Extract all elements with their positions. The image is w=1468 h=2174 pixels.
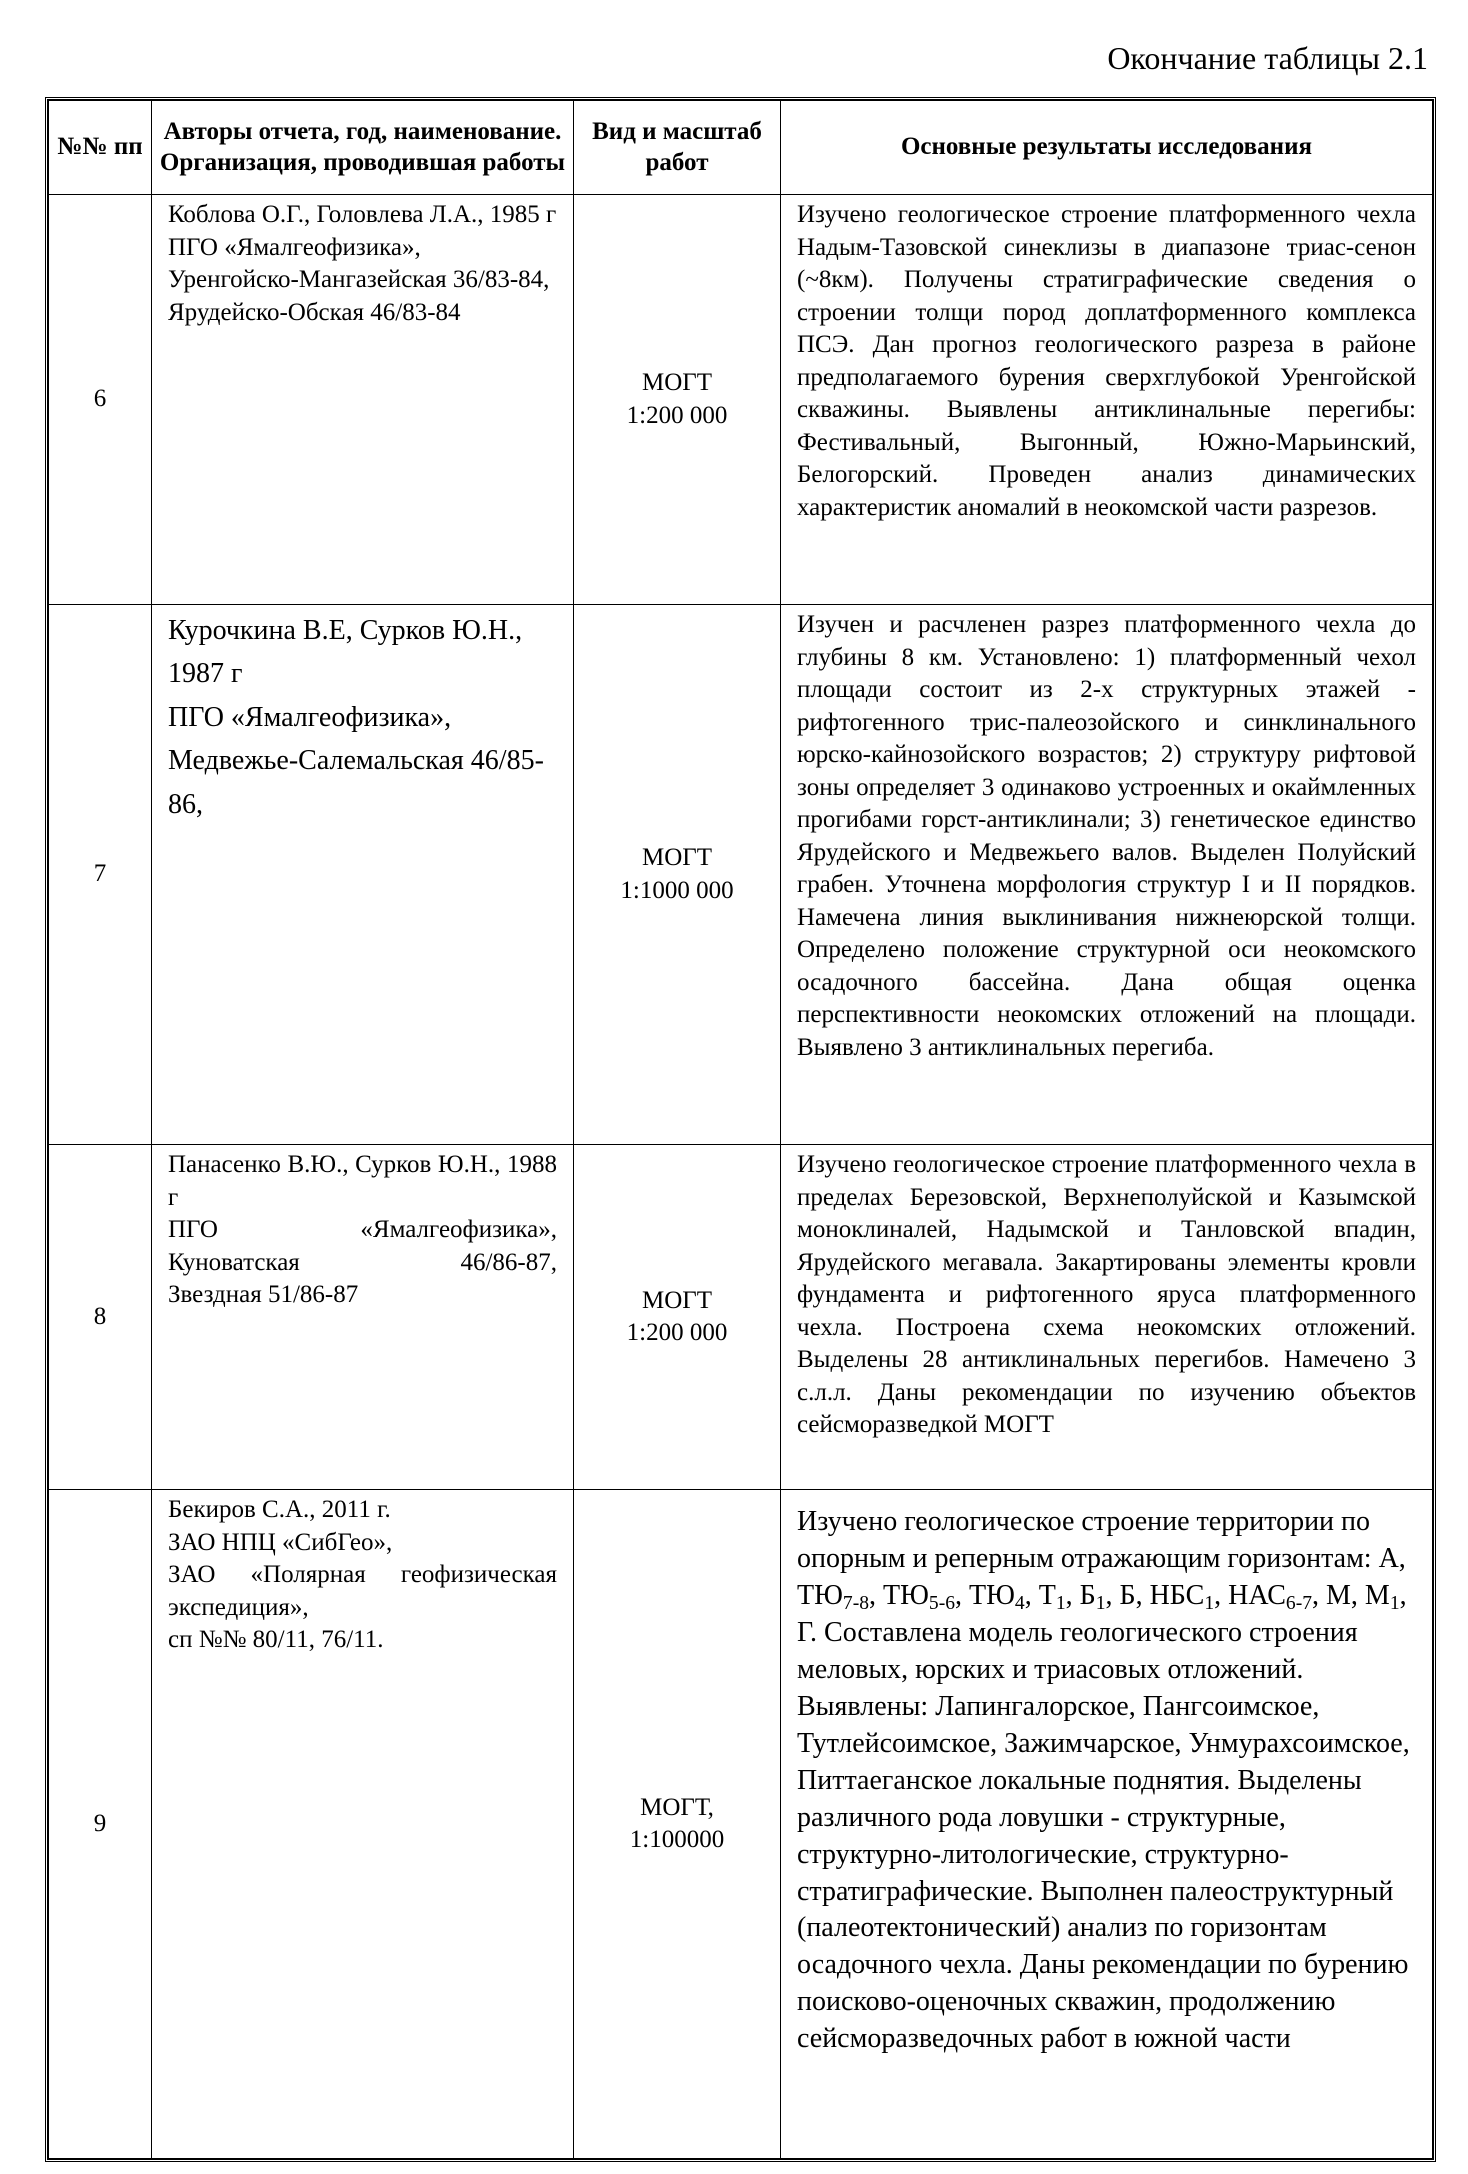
row-results: Изучен и расчленен разрез платформенного чехла до глубины 8 км. Установлено: 1) платформенный чехол площади состоит из 2-х структурных этажей - рифтогенного трис-палеозойского и синклинального юрско-кайнозойского возрастов; 2) структуру рифтовой зоны определяет 3 одинаково устроенных и окаймленных прогибами горст-антиклинали; 3) генетическое единство Ярудейского и Медвежьего валов. Выделен Полуйский грабен. Уточнена морфология структур I и II порядков. Намечена линия выклинивания нижнеюрской толщи. Определено положение структурной оси неокомского осадочного бассейна. Дана общая оценка перспективности неокомских отложений на площади. Выявлено 3 антиклинальных перегиба.: [781, 605, 1433, 1145]
subscript: 4: [1014, 1592, 1025, 1614]
header-num: №№ пп: [49, 101, 152, 195]
row-results: Изучено геологическое строение платформенного чехла Надым-Тазовской синеклизы в диапазоне триас-сенон (~8км). Получены стратиграфические сведения о строении толщи пород доплатформенного комплекса ПСЭ. Дан прогноз геологического разреза в районе предполагаемого бурения сверхглубокой Уренгойской скважины. Выявлены антиклинальные перегибы: Фестивальный, Выгонный, Южно-Марьинский, Белогорский. Проведен анализ динамических характеристик аномалий в неокомской части разрезов.: [781, 195, 1433, 605]
method-type: МОГТ: [641, 844, 712, 871]
table-row: [49, 1145, 1433, 1490]
result-text: , М, М: [1312, 1579, 1390, 1611]
result-text: , Г. Составлена модель геологического строения меловых, юрских и триасовых отложений. Выявлены: Лапингалорское, Пангсоимское, Тутлейсоимское, Зажимчарское, Унмурахсоимское, Питтаеганское локальные поднятия. Выделены различного рода ловушки - структурные, структурно-литологические, структурно-стратиграфические. Выполнен палеоструктурный (палеотектонический) анализ по горизонтам осадочного чехла. Даны рекомендации по бурению поисково-оценочных скважин, продолжению сейсморазведочных работ в южной части: [797, 1579, 1410, 2055]
author-line: ЗАО НПЦ «СибГео»,: [168, 1528, 393, 1556]
subscript: 6-7: [1285, 1592, 1313, 1614]
method-scale: 1:200 000: [626, 401, 728, 429]
row-number: 9: [49, 1490, 152, 2159]
row-number: 7: [49, 605, 152, 1145]
row-authors: [152, 1490, 574, 2159]
author-line: Медвежье-Салемальская 46/85-86,: [168, 745, 544, 820]
author-line: Уренгойско-Мангазейская 36/83-84,: [168, 266, 550, 293]
row-method: [574, 1145, 781, 1490]
author-line: Курочкина В.Е, Сурков Ю.Н., 1987 г: [168, 615, 523, 690]
subscript: 7-8: [842, 1592, 870, 1614]
method-scale: 1:1000 000: [620, 876, 734, 904]
row-results: Изучено геологическое строение платформенного чехла в пределах Березовской, Верхнеполуйской и Казымской моноклиналей, Надымской и Танловской впадин, Ярудейского мегавала. Закартированы элементы кровли фундамента и рифтогенного яруса платформенного чехла. Построена схема неокомских отложений. Выделены 28 антиклинальных перегибов. Намечено 3 с.л.л. Даны рекомендации по изучению объектов сейсморазведкой МОГТ: [781, 1145, 1433, 1490]
row-method: [574, 1490, 781, 2159]
method-type: МОГТ: [641, 1286, 712, 1314]
method-scale: 1:100000: [629, 1826, 725, 1853]
table-row: [49, 1490, 1433, 2159]
result-text: , Б: [1065, 1579, 1096, 1611]
result-text: , ТЮ: [955, 1579, 1015, 1611]
subscript: 1: [1389, 1592, 1400, 1614]
header-authors: Авторы отчета, год, наименование. Организация, проводившая работы: [152, 101, 574, 195]
header-method: Вид и масштаб работ: [574, 101, 781, 195]
row-results: [781, 1490, 1433, 2159]
table-caption: Окончание таблицы 2.1: [1107, 40, 1428, 76]
row-authors: [152, 195, 574, 605]
author-line: Звездная 51/86-87: [168, 1281, 359, 1308]
table-row: [49, 195, 1433, 605]
table-header-row: [49, 101, 1433, 195]
author-line: Ярудейско-Обская 46/83-84: [168, 298, 461, 326]
author-line: Бекиров С.А., 2011 г.: [168, 1496, 391, 1523]
author-line: сп №№ 80/11, 76/11.: [168, 1626, 384, 1653]
result-text: , Б, НБС: [1105, 1579, 1205, 1611]
row-method: [574, 195, 781, 605]
result-text: , Т: [1024, 1579, 1056, 1611]
subscript: 1: [1055, 1592, 1066, 1614]
author-line: Коблова О.Г., Головлева Л.А., 1985 г: [168, 201, 557, 228]
data-table: [45, 97, 1436, 2162]
row-method: [574, 605, 781, 1145]
author-line: Панасенко В.Ю., Сурков Ю.Н., 1988 г: [168, 1151, 557, 1211]
row-number: 8: [49, 1145, 152, 1490]
table-row: [49, 605, 1433, 1145]
author-line: ЗАО «Полярная геофизическая экспедиция»,: [168, 1561, 557, 1621]
method-type: МОГТ: [641, 369, 712, 396]
author-line: ПГО «Ямалгеофизика», Куноватская 46/86-87,: [168, 1216, 557, 1276]
subscript: 1: [1204, 1592, 1215, 1614]
row-number: 6: [49, 195, 152, 605]
result-text: , НАС: [1214, 1579, 1286, 1611]
header-results: Основные результаты исследования: [781, 101, 1433, 195]
method-scale: 1:200 000: [626, 1319, 728, 1346]
subscript: 5-6: [928, 1592, 956, 1614]
subscript: 1: [1095, 1592, 1106, 1614]
result-text: Изучено геологическое строение территории по опорным и реперным отражающим горизонтам: А, ТЮ: [797, 1506, 1406, 1611]
result-text: , ТЮ: [869, 1579, 929, 1611]
author-line: ПГО «Ямалгеофизика»,: [168, 233, 421, 261]
row-authors: [152, 1145, 574, 1490]
row-authors: [152, 605, 574, 1145]
author-line: ПГО «Ямалгеофизика»,: [168, 701, 452, 733]
method-type: МОГТ,: [640, 1793, 714, 1821]
